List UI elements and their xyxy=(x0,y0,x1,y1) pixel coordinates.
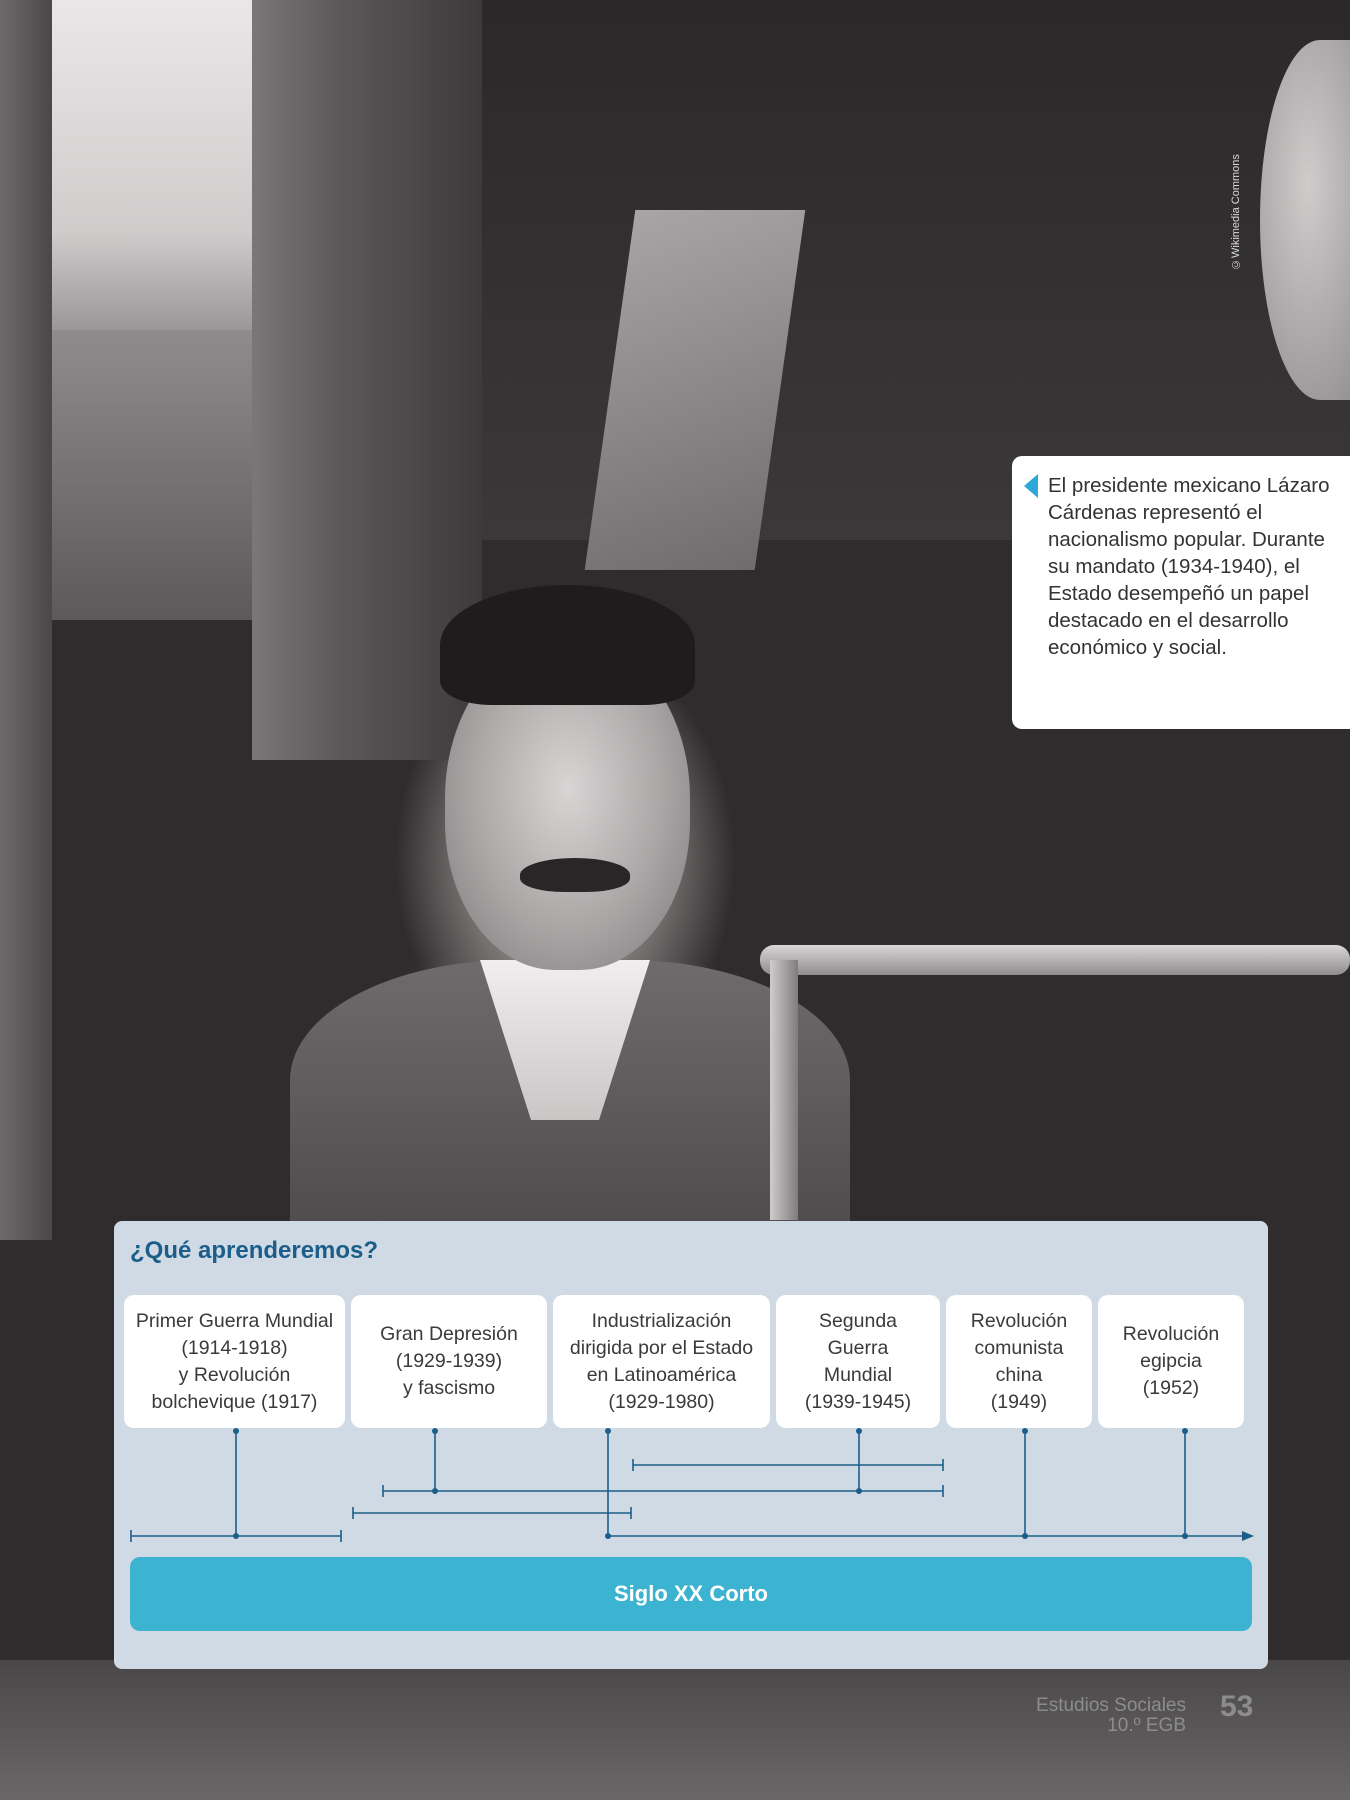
topic-label: Gran Depresión (1929-1939) y fascismo xyxy=(380,1323,518,1399)
photo-credit: ©Wikimedia Commons xyxy=(1230,154,1242,270)
dot xyxy=(432,1428,438,1434)
metal-rail xyxy=(760,945,1350,975)
topic-label: Primer Guerra Mundial (1914-1918) y Revolución bolchevique (1917) xyxy=(135,1309,334,1413)
axis-arrow-icon xyxy=(1242,1531,1254,1541)
train-frame xyxy=(0,0,52,1240)
caption-pointer-icon xyxy=(1024,474,1038,498)
train-window xyxy=(52,0,252,330)
topic-label: Segunda Guerra Mundial (1939-1945) xyxy=(804,1309,912,1413)
dot xyxy=(1022,1428,1028,1434)
learning-title: ¿Qué aprenderemos? xyxy=(130,1237,379,1264)
metal-rail-post xyxy=(770,960,798,1220)
page-number: 53 xyxy=(1220,1690,1254,1723)
dot xyxy=(605,1533,611,1539)
portrait-hair xyxy=(440,585,695,705)
dot xyxy=(432,1488,438,1494)
topic-label: Revolución comunista china (1949) xyxy=(970,1309,1068,1413)
train-window-lower xyxy=(52,330,252,620)
dot xyxy=(1182,1533,1188,1539)
dot xyxy=(233,1428,239,1434)
grade-level: 10.º EGB xyxy=(1107,1715,1186,1736)
footer-subject xyxy=(1036,1696,1186,1736)
learning-panel xyxy=(114,1221,1268,1669)
topic-label: Revolución egipcia (1952) xyxy=(1122,1323,1220,1399)
photo-caption xyxy=(1012,456,1350,729)
dot xyxy=(233,1533,239,1539)
dot xyxy=(1022,1533,1028,1539)
topic-label: Industrialización dirigida por el Estado en Latinoamérica (1929-1980) xyxy=(569,1309,754,1413)
dot xyxy=(856,1428,862,1434)
subject-name: Estudios Sociales xyxy=(1036,1695,1186,1716)
century-banner: Siglo XX Corto xyxy=(130,1557,1252,1631)
dot xyxy=(605,1428,611,1434)
portrait-moustache xyxy=(520,858,630,892)
dot xyxy=(1182,1428,1188,1434)
dot xyxy=(856,1488,862,1494)
caption-text: El presidente mexicano Lázaro Cárdenas representó el nacionalismo popular. Durante su mandato (1934-1940), el Estado desempeñó un papel destacado en el desarrollo económico y social. xyxy=(1048,474,1330,659)
